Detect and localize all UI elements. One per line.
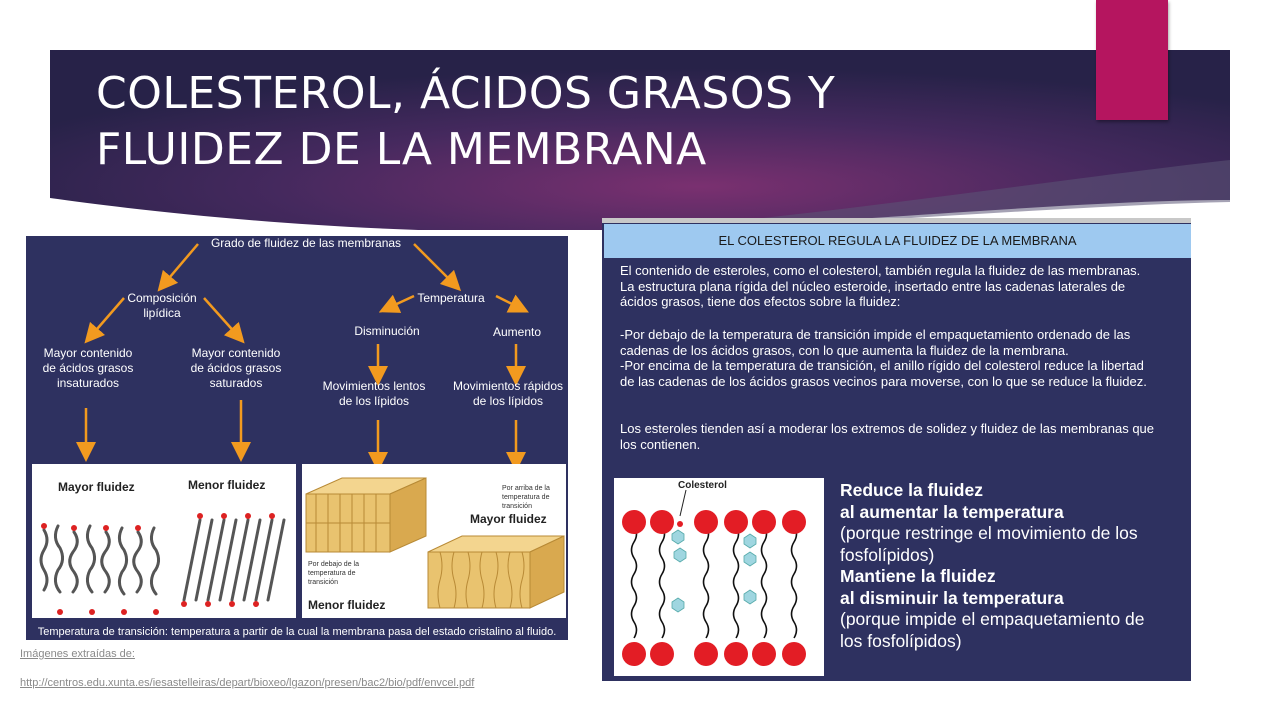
cholesterol-panel <box>602 218 1191 681</box>
more-fluidity-label: Mayor fluidez <box>58 480 135 494</box>
root-label: Grado de fluidez de las membranas <box>210 236 402 250</box>
unsaturated-label: Mayor contenido de ácidos grasos insaturados <box>42 346 134 390</box>
effect-line-1: -Por debajo de la temperatura de transición impide el empaquetamiento ordenado de las <box>620 327 1131 342</box>
fatty-acid-models-illustration <box>32 502 296 618</box>
effect-line-3: -Por encima de la temperatura de transición, el anillo rígido del colesterol reduce la libertad <box>620 358 1144 373</box>
fluidity-concept-diagram <box>26 236 568 640</box>
effect2-title-1: Mantiene la fluidez <box>840 566 996 586</box>
title-line-2: FLUIDEZ DE LA MEMBRANA <box>96 124 707 175</box>
panel-top-border <box>602 218 1191 223</box>
effect-line-4: de las cadenas de los ácidos grasos vecinos para moverse, con lo que se reduce la fluidez. <box>620 373 1147 389</box>
bilayer-temperature-box <box>302 464 566 618</box>
conclusion-line-2: los contienen. <box>620 436 701 452</box>
source-caption: Imágenes extraídas de: <box>20 648 135 660</box>
bilayer-blocks-illustration <box>302 464 566 618</box>
cholesterol-label: Colesterol <box>678 480 727 491</box>
slow-movement-label: Movimientos lentos de los lípidos <box>322 379 426 408</box>
saturated-label: Mayor contenido de ácidos grasos saturados <box>190 346 282 390</box>
intro-line-3: ácidos grasos, tiene dos efectos sobre la fluidez: <box>620 294 901 309</box>
fatty-acid-models-box <box>32 464 296 618</box>
effect2-title-2: al disminuir la temperatura <box>840 587 1064 608</box>
intro-line-1: El contenido de esteroles, como el colesterol, también regula la fluidez de las membranas. <box>620 263 1141 278</box>
slide-title <box>96 66 996 178</box>
increase-label: Aumento <box>492 325 542 339</box>
effect1-desc-2: fosfolípidos) <box>840 544 935 565</box>
composition-label: Composición lipídica <box>127 291 197 320</box>
cholesterol-membrane-diagram <box>614 478 824 676</box>
conclusion-line-1: Los esteroles tienden así a moderar los extremos de solidez y fluidez de las membranas que <box>620 421 1155 436</box>
effect-line-2: cadenas de los ácidos grasos, con lo que aumenta la fluidez de la membrana. <box>620 342 1069 358</box>
effect2-desc-2: los fosfolípidos) <box>840 630 962 651</box>
intro-line-2: La estructura plana rígida del núcleo esteroide, insertado entre las cadenas laterales de <box>620 278 1126 294</box>
transition-temperature-note: Temperatura de transición: temperatura a partir de la cual la membrana pasa del estado cristalino al fluido. <box>37 626 557 638</box>
decrease-label: Disminución <box>354 324 420 338</box>
panel-header: EL COLESTEROL REGULA LA FLUIDEZ DE LA MEMBRANA <box>604 224 1191 258</box>
bilayer-more-fluidity-label: Mayor fluidez <box>470 512 547 526</box>
effect1-desc-1: (porque restringe el movimiento de los <box>840 523 1138 543</box>
effect1-title-2: al aumentar la temperatura <box>840 501 1064 522</box>
membrane-illustration <box>614 478 824 676</box>
bilayer-less-fluidity-label: Menor fluidez <box>308 598 386 612</box>
temperature-label: Temperatura <box>417 291 485 305</box>
above-transition-note: Por arriba de la temperatura de transición <box>502 485 550 510</box>
effect2-desc-1: (porque impide el empaquetamiento de <box>840 609 1145 629</box>
accent-tab <box>1096 0 1168 120</box>
below-transition-note: Por debajo de la temperatura de transición <box>308 561 359 586</box>
fast-movement-label: Movimientos rápidos de los lípidos <box>452 379 564 408</box>
effect1-title-1: Reduce la fluidez <box>840 480 983 500</box>
less-fluidity-label: Menor fluidez <box>188 478 266 492</box>
source-link[interactable]: http://centros.edu.xunta.es/iesastelleiras/depart/bioxeo/lgazon/presen/bac2/bio/pdf/envcel.pdf <box>20 677 475 689</box>
title-line-1: COLESTEROL, ÁCIDOS GRASOS Y <box>96 68 836 119</box>
